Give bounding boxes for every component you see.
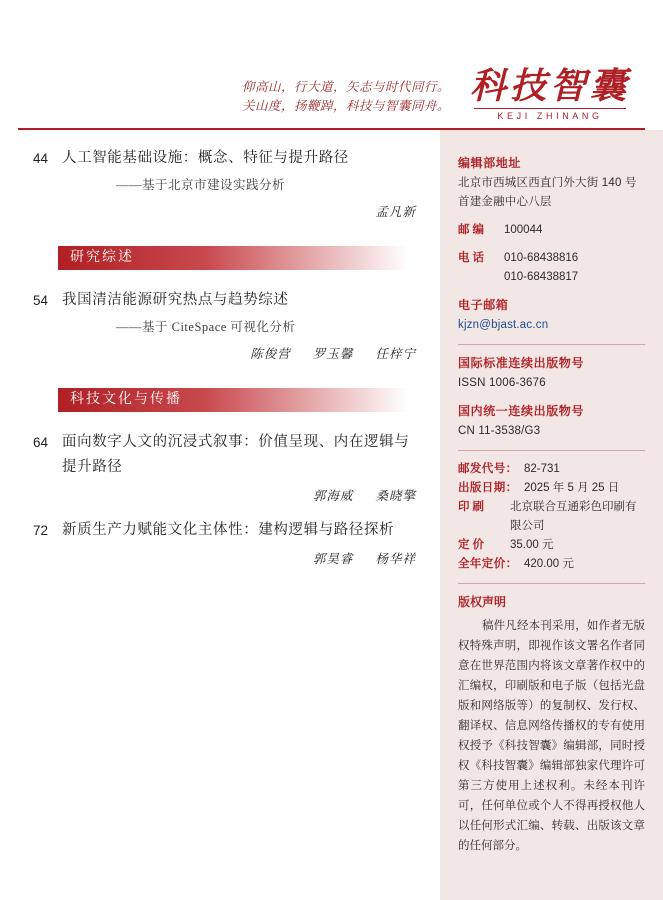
printer-label: 印刷 — [458, 501, 487, 513]
issn-value: ISSN 1006-3676 — [458, 377, 546, 389]
logo-pinyin: KEJI ZHINANG — [497, 111, 603, 121]
colophon-divider-2 — [458, 450, 645, 451]
masthead — [0, 0, 663, 130]
toc-page-number: 54 — [32, 293, 48, 308]
annual-price-label: 全年定价： — [458, 558, 518, 570]
address-heading: 编辑部地址 — [458, 156, 522, 170]
annual-price-row — [458, 555, 645, 574]
toc-title: 我国清洁能源研究热点与趋势综述 — [62, 292, 289, 308]
toc-author: 任梓宁 — [375, 347, 416, 361]
price-row — [458, 536, 645, 555]
slogan-line-1: 仰高山，行大道，矢志与时代同行。 — [241, 80, 450, 94]
toc-entry[interactable] — [18, 288, 422, 362]
slogan-line-2: 关山度，扬鞭踔，科技与智囊同舟。 — [241, 99, 450, 113]
publish-date-value: 2025 年 5 月 25 日 — [524, 482, 620, 494]
telephone-label-spacer — [458, 268, 504, 287]
telephone-value-2: 010-68438817 — [504, 271, 579, 283]
toc-author: 陈俊营 — [250, 347, 291, 361]
postal-code-row — [458, 460, 645, 479]
telephone-row — [458, 249, 645, 268]
toc-author: 桑晓擎 — [375, 489, 416, 503]
section-header-label: 科技文化与传播 — [70, 392, 182, 407]
annual-price-value: 420.00 元 — [524, 558, 574, 570]
colophon-divider-1 — [458, 344, 645, 345]
logo-divider — [474, 108, 626, 109]
email-heading: 电子邮箱 — [458, 298, 509, 312]
publish-date-row — [458, 479, 645, 498]
telephone-label: 电话 — [458, 252, 487, 264]
postcode-value: 100044 — [504, 224, 543, 236]
address-line-2: 首建金融中心八层 — [458, 196, 552, 208]
toc-author: 郭昊睿 — [312, 552, 354, 566]
toc-subtitle: ——基于北京市建设实践分析 — [116, 178, 286, 192]
copyright-paragraph: 稿件凡经本刊采用，如作者无版权特殊声明，即视作该文署名作者同意在世界范围内将该文章著作权中的汇编权，印刷版和电子版（包括光盘版和网络版等）的复制权、发行权、翻译权、信息网络传播权的专有使用权授予《科技智囊》编辑部，同时授权《科技智囊》编辑部独家代理许可第三方使用上述权利。未经本刊许可，任何单位或个人不得再授权他人以任何形式汇编、转载、出版该文章的任何部分。 — [458, 620, 645, 852]
postal-code-label: 邮发代号： — [458, 463, 518, 475]
postal-code-value: 82-731 — [524, 463, 560, 475]
telephone-value-1: 010-68438816 — [504, 252, 579, 264]
toc-authors — [18, 202, 422, 220]
masthead-slogan — [140, 78, 450, 116]
section-header-research-review — [58, 246, 408, 270]
toc-authors — [18, 486, 422, 504]
copyright-body — [458, 616, 645, 856]
issn-heading: 国际标准连续出版物号 — [458, 356, 585, 370]
section-header-label: 研究综述 — [70, 250, 134, 265]
toc-subtitle: ——基于 CiteSpace 可视化分析 — [116, 320, 296, 334]
toc-authors — [18, 344, 422, 362]
toc-entry[interactable] — [18, 518, 422, 567]
toc-page-number: 72 — [32, 523, 48, 538]
toc-title: 人工智能基础设施：概念、特征与提升路径 — [62, 150, 349, 166]
toc-title: 面向数字人文的沉浸式叙事：价值呈现、内在逻辑与提升路径 — [62, 434, 410, 475]
price-value: 35.00 元 — [510, 539, 554, 551]
colophon-divider-3 — [458, 583, 645, 584]
toc-author: 孟凡新 — [375, 205, 416, 219]
toc-entry[interactable] — [18, 146, 422, 220]
postcode-row — [458, 221, 645, 240]
price-label: 定价 — [458, 539, 487, 551]
toc-author: 杨华祥 — [375, 552, 416, 566]
publish-date-label: 出版日期： — [458, 482, 518, 494]
telephone-row-secondary — [458, 268, 645, 287]
colophon-panel — [440, 130, 663, 900]
cn-number-value: CN 11-3538/G3 — [458, 425, 541, 437]
postcode-label: 邮编 — [458, 224, 487, 236]
printer-value: 北京联合互通彩色印刷有限公司 — [510, 501, 637, 532]
toc-entry[interactable] — [18, 430, 422, 504]
toc-page-number: 64 — [32, 435, 48, 450]
address-line-1: 北京市西城区西直门外大街 140 号 — [458, 177, 637, 189]
toc-page-number: 44 — [32, 151, 48, 166]
logo-chinese-title: 科技智囊 — [470, 66, 631, 106]
email-value[interactable]: kjzn@bjast.ac.cn — [458, 319, 549, 331]
toc-author: 郭海威 — [312, 489, 354, 503]
table-of-contents — [18, 146, 422, 882]
printer-row — [458, 498, 645, 536]
cn-number-heading: 国内统一连续出版物号 — [458, 404, 585, 418]
journal-logo — [470, 66, 630, 121]
section-header-culture-communication — [58, 388, 408, 412]
toc-authors — [18, 549, 422, 567]
copyright-heading: 版权声明 — [458, 595, 507, 609]
toc-title: 新质生产力赋能文化主体性：建构逻辑与路径探析 — [62, 522, 395, 538]
toc-author: 罗玉馨 — [312, 347, 354, 361]
